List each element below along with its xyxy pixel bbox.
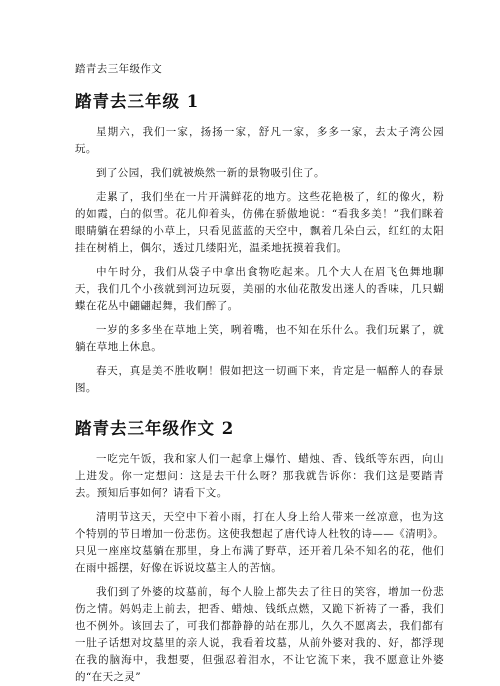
paragraph: 中午时分，我们从袋子中拿出食物吃起来。几个大人在眉飞色舞地聊天，我们几个小孩就到河边玩耍，美丽的水仙花散发出迷人的香味，几只蝴蝶在花丛中翩翩起舞，我们醉了。: [75, 266, 444, 312]
paragraph: 星期六，我们一家，扬扬一家，舒凡一家，多多一家，去太子湾公园玩。: [75, 126, 444, 155]
paragraph: 一吃完午饭，我和家人们一起拿上爆竹、蜡烛、香、钱纸等东西，向山上进发。你一定想问：这是去干什么呀？那我就告诉你：我们这是要踏青去。预知后事如何？请看下文。: [75, 453, 444, 499]
paragraph: 我们到了外婆的坟墓前，每个人脸上都失去了往日的笑容，增加一份悲伤之情。妈妈走上前去，把香、蜡烛、钱纸点燃，又跪下祈祷了一番，我们也不例外。该回去了，可我们都静静的站在那儿，久久不愿离去，我们都有一肚子话想对坟墓里的亲人说，我看着坟墓，从前外婆对我的、好，都浮现在我的脑海中，我想要，但强忍着泪水，不让它流下来，我不愿意让外婆的“在天之灵”: [75, 586, 444, 683]
document-title: 踏青去三年级作文: [75, 63, 163, 75]
paragraph: 走累了，我们坐在一片开满鲜花的地方。这些花艳极了，红的像火，粉的如霞，白的似雪。花儿仰着头，仿佛在骄傲地说：“看我多美！”我们眯着眼睛躺在碧绿的小草上，只看见蓝蓝的天空中，飘着几朵白云，红红的太阳挂在树梢上，偶尔，透过几缕阳光，温柔地抚摸着我们。: [75, 191, 444, 254]
essay-section-1: [75, 92, 444, 397]
section-heading-2: 踏青去三年级作文 2: [75, 419, 235, 438]
section-heading-1: 踏青去三年级 1: [75, 92, 200, 111]
paragraph: 到了公园，我们就被焕然一新的景物吸引住了。: [96, 167, 325, 179]
paragraph: 清明节这天，天空中下着小雨，打在人身上给人带来一丝凉意，也为这个特别的节日增加一份悲伤。这使我想起了唐代诗人杜牧的诗——《清明》。只见一座座坟墓躺在那里，身上布满了野草，还开着几朵不知名的花，他们在雨中摇摆，好像在诉说坟墓主人的苦恼。: [75, 511, 444, 574]
paragraph: 一岁的多多坐在草地上笑，咧着嘴，也不知在乐什么。我们玩累了，就躺在草地上休息。: [75, 324, 444, 353]
essay-section-2: [75, 419, 444, 686]
paragraph: 春天，真是美不胜收啊！假如把这一切画下来，肯定是一幅醉人的春景图。: [75, 365, 444, 394]
